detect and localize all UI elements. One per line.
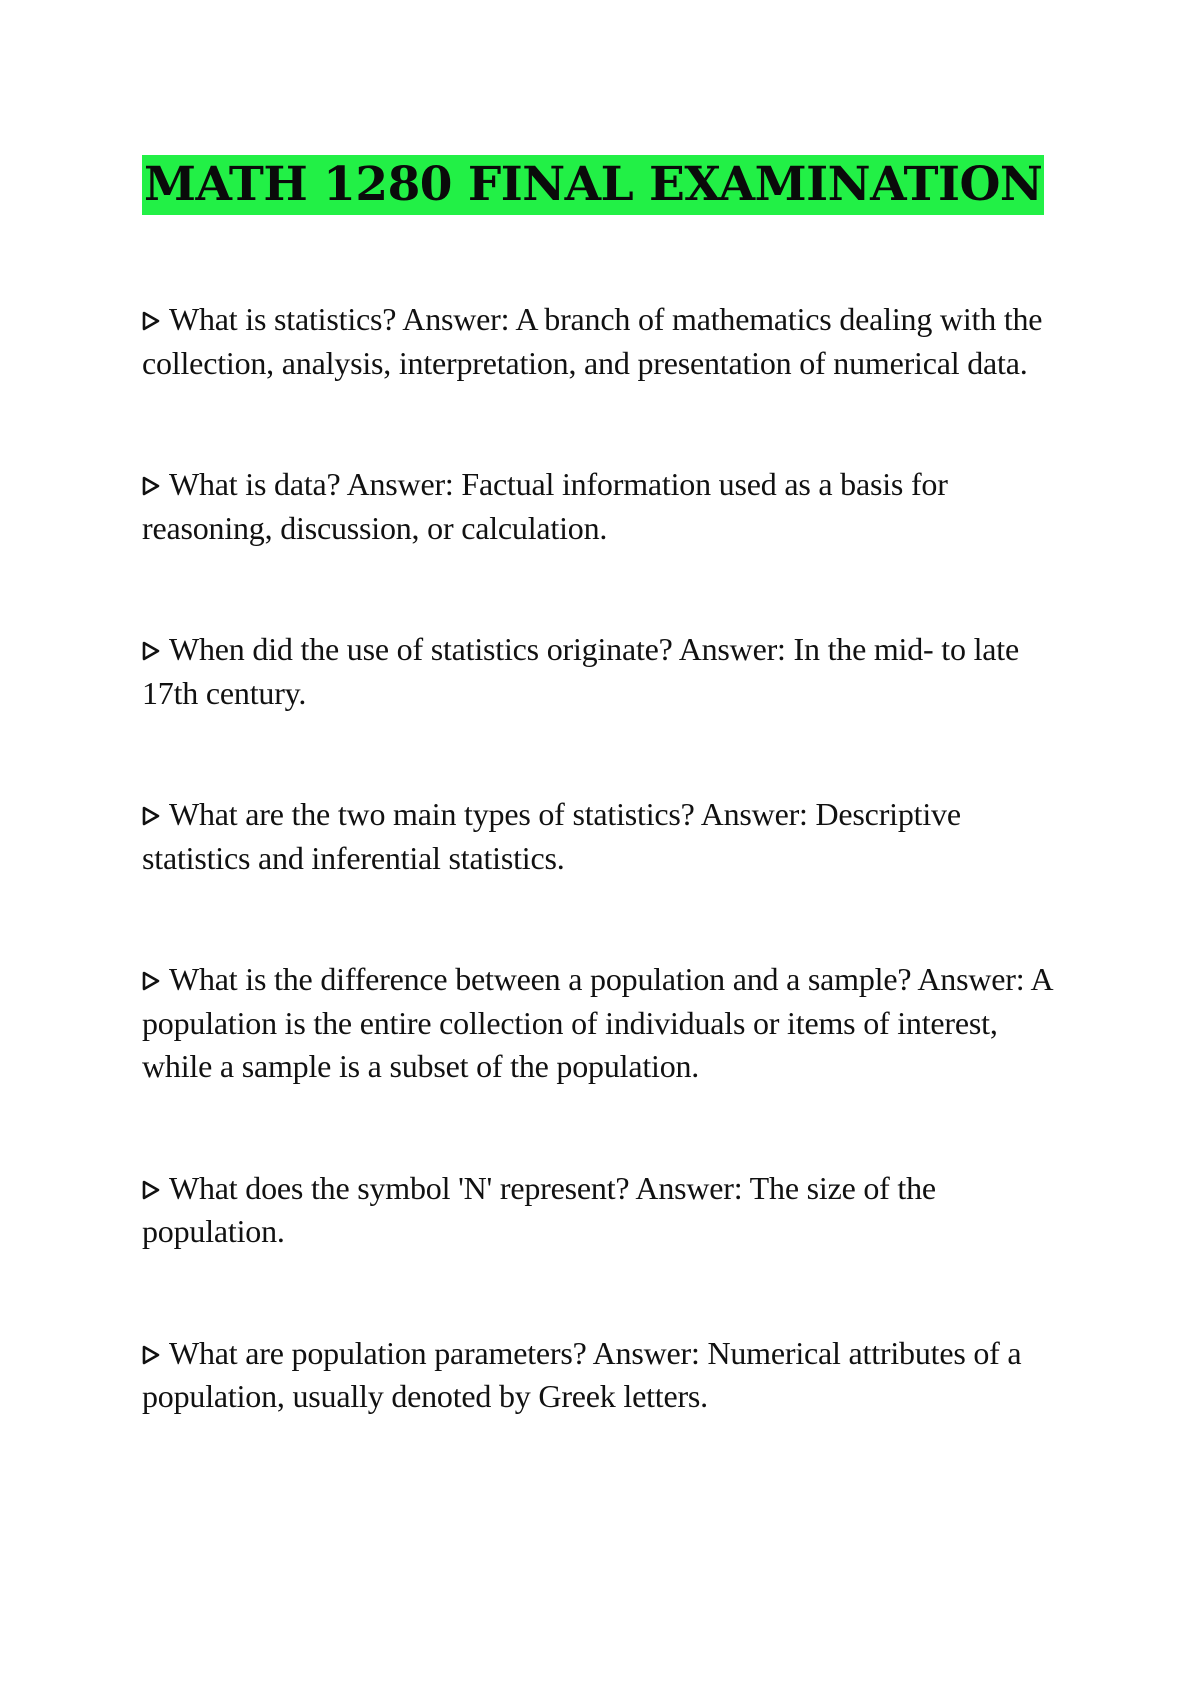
qa-item bbox=[142, 1167, 1072, 1254]
qa-item bbox=[142, 958, 1072, 1089]
qa-item bbox=[142, 1332, 1072, 1419]
qa-text: What is statistics? Answer: A branch of mathematics dealing with the collection, analysis, interpretation, and presentation of numerical data. bbox=[142, 301, 1043, 381]
triangle-outline-right-icon bbox=[142, 476, 160, 496]
qa-item bbox=[142, 463, 1072, 550]
triangle-outline-right-icon bbox=[142, 311, 160, 331]
triangle-outline-right-icon bbox=[142, 806, 160, 826]
triangle-outline-right-icon bbox=[142, 971, 160, 991]
qa-text: What is the difference between a population and a sample? Answer: A population is the entire collection of individuals or items of interest, while a sample is a subset of the population. bbox=[142, 961, 1052, 1084]
qa-text: When did the use of statistics originate? Answer: In the mid- to late 17th century. bbox=[142, 631, 1019, 711]
qa-text: What are the two main types of statistics? Answer: Descriptive statistics and inferential statistics. bbox=[142, 796, 961, 876]
qa-item bbox=[142, 298, 1072, 385]
title-block bbox=[142, 155, 1044, 215]
qa-text: What is data? Answer: Factual information used as a basis for reasoning, discussion, or calculation. bbox=[142, 466, 948, 546]
document-title: MATH 1280 FINAL EXAMINATION bbox=[142, 155, 1044, 215]
qa-text: What does the symbol 'N' represent? Answer: The size of the population. bbox=[142, 1169, 936, 1249]
qa-item bbox=[142, 793, 1072, 880]
triangle-outline-right-icon bbox=[142, 641, 160, 661]
question-answer-list bbox=[142, 298, 1072, 1497]
triangle-outline-right-icon bbox=[142, 1180, 160, 1200]
qa-item bbox=[142, 628, 1072, 715]
triangle-outline-right-icon bbox=[142, 1345, 160, 1365]
qa-text: What are population parameters? Answer: Numerical attributes of a population, usually denoted by Greek letters. bbox=[142, 1334, 1022, 1414]
